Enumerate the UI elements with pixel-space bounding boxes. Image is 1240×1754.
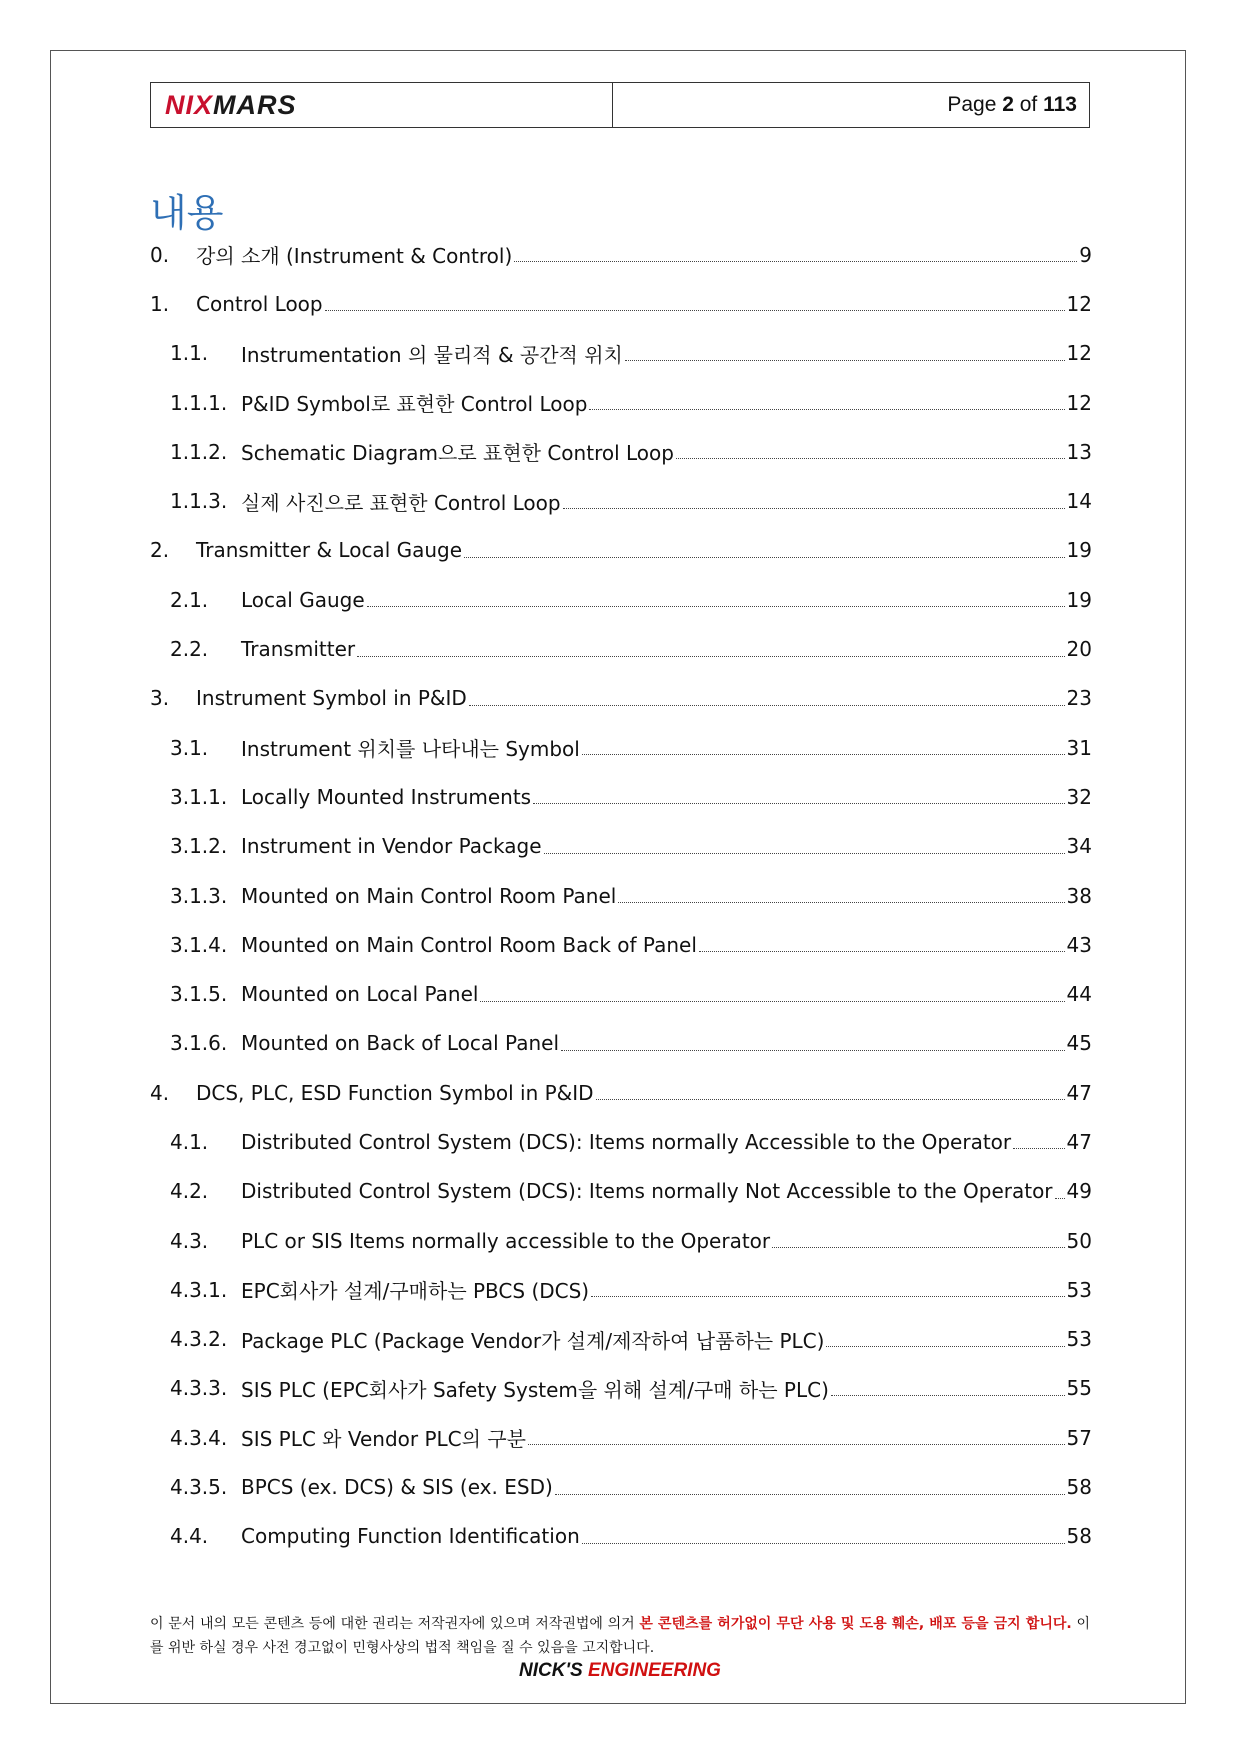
toc-entry-number: 2.1.	[170, 587, 209, 612]
toc-entry-page: 55	[1066, 1376, 1092, 1401]
toc-entry-page: 13	[1066, 439, 1092, 464]
toc-title: 내용	[150, 191, 224, 235]
toc-entry-page: 12	[1066, 390, 1092, 415]
copyright-warning: 본 콘텐츠를 허가없이 무단 사용 및 도용 훼손, 배포 등을 금지 합니다.	[639, 1616, 1072, 1632]
current-page: 2	[1002, 93, 1014, 116]
toc-entry-title: P&ID Symbol로 표현한 Control Loop	[241, 392, 588, 417]
toc-entry-title: SIS PLC 와 Vendor PLC의 구분	[241, 1427, 526, 1452]
toc-entry-page: 53	[1066, 1277, 1092, 1302]
toc-entry-page: 31	[1066, 735, 1092, 760]
toc-entry-number: 1.1.1.	[170, 390, 228, 415]
toc-leader-dots	[514, 261, 1077, 262]
toc-leader-dots	[464, 557, 1065, 558]
toc-entry[interactable]	[150, 476, 1092, 525]
toc-entry[interactable]	[150, 969, 1092, 1018]
toc-leader-dots	[357, 656, 1064, 657]
toc-entry-number: 1.1.3.	[170, 489, 228, 514]
table-of-contents	[150, 230, 1092, 1561]
toc-entry[interactable]	[150, 723, 1092, 772]
toc-entry[interactable]	[150, 1167, 1092, 1216]
toc-entry-number: 3.1.1.	[170, 784, 228, 809]
toc-entry-number: 3.1.4.	[170, 932, 228, 957]
toc-entry-page: 44	[1066, 982, 1092, 1007]
toc-entry[interactable]	[150, 1117, 1092, 1166]
toc-entry-title: DCS, PLC, ESD Function Symbol in P&ID	[196, 1080, 594, 1105]
toc-entry-number: 4.1.	[170, 1129, 209, 1154]
toc-entry-title: Mounted on Back of Local Panel	[241, 1031, 560, 1056]
toc-leader-dots	[591, 1296, 1064, 1297]
toc-entry-page: 47	[1066, 1129, 1092, 1154]
toc-entry-title: Control Loop	[196, 291, 323, 316]
toc-entry-page: 9	[1079, 242, 1092, 267]
toc-entry-page: 20	[1066, 637, 1092, 662]
toc-leader-dots	[533, 803, 1064, 804]
nixmars-logo: NIXMARS	[165, 89, 297, 120]
toc-entry-title: EPC회사가 설계/구매하는 PBCS (DCS)	[241, 1279, 590, 1304]
toc-entry[interactable]	[150, 1216, 1092, 1265]
toc-entry[interactable]	[150, 871, 1092, 920]
page-header	[150, 82, 1090, 128]
toc-entry-title: Local Gauge	[241, 587, 365, 612]
toc-leader-dots	[589, 409, 1064, 410]
toc-entry[interactable]	[150, 920, 1092, 969]
toc-entry-title: 실제 사진으로 표현한 Control Loop	[241, 490, 561, 515]
toc-entry[interactable]	[150, 526, 1092, 575]
toc-entry-title: BPCS (ex. DCS) & SIS (ex. ESD)	[241, 1475, 553, 1500]
toc-entry[interactable]	[150, 1019, 1092, 1068]
toc-leader-dots	[831, 1395, 1065, 1396]
toc-entry-page: 19	[1066, 587, 1092, 612]
toc-entry-page: 19	[1066, 538, 1092, 563]
footer-brand: NICK'S ENGINEERING	[519, 1660, 721, 1681]
toc-entry-page: 34	[1066, 834, 1092, 859]
toc-entry-title: Instrumentation 의 물리적 & 공간적 위치	[241, 342, 623, 367]
toc-entry-title: Mounted on Local Panel	[241, 982, 479, 1007]
toc-leader-dots	[618, 902, 1064, 903]
toc-leader-dots	[826, 1346, 1064, 1347]
toc-entry-title: Mounted on Main Control Room Panel	[241, 883, 617, 908]
toc-entry-title: Package PLC (Package Vendor가 설계/제작하여 납품하는 PLC)	[241, 1328, 825, 1353]
toc-leader-dots	[1013, 1148, 1064, 1149]
toc-entry-number: 4.3.4.	[170, 1425, 228, 1450]
toc-entry[interactable]	[150, 575, 1092, 624]
toc-entry-number: 3.1.6.	[170, 1031, 228, 1056]
toc-entry[interactable]	[150, 1068, 1092, 1117]
toc-entry-page: 53	[1066, 1327, 1092, 1352]
toc-entry-title: Instrument Symbol in P&ID	[196, 686, 467, 711]
toc-entry[interactable]	[150, 772, 1092, 821]
toc-entry[interactable]	[150, 1265, 1092, 1314]
toc-entry-page: 38	[1066, 883, 1092, 908]
toc-entry-page: 49	[1066, 1179, 1092, 1204]
logo-cell	[151, 83, 613, 127]
toc-leader-dots	[1055, 1198, 1065, 1199]
toc-entry-page: 47	[1066, 1080, 1092, 1105]
toc-leader-dots	[563, 508, 1065, 509]
toc-entry[interactable]	[150, 674, 1092, 723]
toc-entry[interactable]	[150, 1315, 1092, 1364]
toc-entry-page: 50	[1066, 1228, 1092, 1253]
toc-leader-dots	[561, 1050, 1065, 1051]
toc-entry-page: 43	[1066, 932, 1092, 957]
toc-entry-number: 4.3.	[170, 1228, 209, 1253]
toc-entry-page: 58	[1066, 1524, 1092, 1549]
toc-leader-dots	[625, 360, 1065, 361]
toc-entry[interactable]	[150, 1462, 1092, 1511]
toc-entry-title: Instrument in Vendor Package	[241, 834, 542, 859]
toc-leader-dots	[582, 754, 1065, 755]
toc-entry-number: 1.1.	[170, 341, 209, 366]
toc-entry-number: 3.1.	[170, 735, 209, 760]
toc-entry-number: 3.1.3.	[170, 883, 228, 908]
total-pages: 113	[1043, 93, 1077, 116]
toc-leader-dots	[555, 1494, 1065, 1495]
toc-leader-dots	[596, 1099, 1065, 1100]
toc-entry-title: 강의 소개 (Instrument & Control)	[196, 244, 513, 269]
copyright-notice: 이 문서 내의 모든 콘텐츠 등에 대한 권리는 저작권자에 있으며 저작권법에 의거 본 콘텐츠를 허가없이 무단 사용 및 도용 훼손, 배포 등을 금지 합니다. 이를 위반 하실 경우 사전 경고없이 민형사상의 법적 책임을 질 수 있음을 고지합니다.	[150, 1616, 1090, 1656]
toc-entry-number: 4.3.2.	[170, 1327, 228, 1352]
toc-entry[interactable]	[150, 329, 1092, 378]
toc-entry-number: 2.	[150, 538, 170, 563]
toc-entry-number: 4.2.	[170, 1179, 209, 1204]
toc-entry-number: 4.3.3.	[170, 1376, 228, 1401]
toc-leader-dots	[528, 1444, 1065, 1445]
toc-entry-number: 1.	[150, 291, 170, 316]
toc-entry-number: 3.1.2.	[170, 834, 228, 859]
toc-entry-number: 4.4.	[170, 1524, 209, 1549]
toc-entry-number: 4.3.1.	[170, 1277, 228, 1302]
toc-entry-number: 0.	[150, 242, 170, 267]
toc-entry[interactable]	[150, 279, 1092, 328]
toc-leader-dots	[772, 1247, 1064, 1248]
toc-entry-title: Schematic Diagram으로 표현한 Control Loop	[241, 441, 674, 466]
toc-entry[interactable]	[150, 230, 1092, 279]
toc-leader-dots	[480, 1001, 1064, 1002]
toc-entry[interactable]	[150, 1512, 1092, 1561]
toc-entry-title: Distributed Control System (DCS): Items normally Not Accessible to the Operator	[241, 1179, 1053, 1204]
toc-entry[interactable]	[150, 1413, 1092, 1462]
toc-entry-title: Mounted on Main Control Room Back of Panel	[241, 932, 697, 957]
toc-entry-page: 45	[1066, 1031, 1092, 1056]
toc-entry-page: 12	[1066, 341, 1092, 366]
toc-leader-dots	[325, 310, 1065, 311]
toc-entry-title: PLC or SIS Items normally accessible to the Operator	[241, 1228, 771, 1253]
toc-entry-page: 32	[1066, 784, 1092, 809]
toc-entry[interactable]	[150, 624, 1092, 673]
toc-leader-dots	[367, 606, 1065, 607]
toc-entry-number: 3.	[150, 686, 170, 711]
toc-entry-number: 1.1.2.	[170, 439, 228, 464]
toc-entry-page: 23	[1066, 686, 1092, 711]
toc-entry-title: Distributed Control System (DCS): Items normally Accessible to the Operator	[241, 1129, 1012, 1154]
toc-leader-dots	[676, 458, 1065, 459]
toc-entry[interactable]	[150, 427, 1092, 476]
toc-entry-title: Instrument 위치를 나타내는 Symbol	[241, 737, 580, 762]
toc-leader-dots	[699, 951, 1065, 952]
toc-entry-number: 4.	[150, 1080, 170, 1105]
toc-entry-title: Locally Mounted Instruments	[241, 784, 532, 809]
toc-entry-page: 57	[1066, 1425, 1092, 1450]
toc-entry-title: Computing Function Identification	[241, 1524, 580, 1549]
toc-entry-number: 2.2.	[170, 637, 209, 662]
toc-entry[interactable]	[150, 378, 1092, 427]
toc-entry[interactable]	[150, 1364, 1092, 1413]
toc-entry-title: SIS PLC (EPC회사가 Safety System을 위해 설계/구매 하는 PLC)	[241, 1377, 829, 1402]
toc-entry-title: Transmitter	[241, 637, 356, 662]
toc-entry-page: 12	[1066, 291, 1092, 316]
toc-entry-number: 3.1.5.	[170, 982, 228, 1007]
toc-entry-page: 58	[1066, 1475, 1092, 1500]
toc-leader-dots	[469, 705, 1065, 706]
toc-entry-page: 14	[1066, 489, 1092, 514]
page-indicator: Page 2 of 113	[947, 93, 1077, 116]
toc-entry[interactable]	[150, 822, 1092, 871]
toc-entry-title: Transmitter & Local Gauge	[196, 538, 463, 563]
toc-leader-dots	[582, 1543, 1065, 1544]
toc-leader-dots	[544, 853, 1065, 854]
toc-entry-number: 4.3.5.	[170, 1475, 228, 1500]
